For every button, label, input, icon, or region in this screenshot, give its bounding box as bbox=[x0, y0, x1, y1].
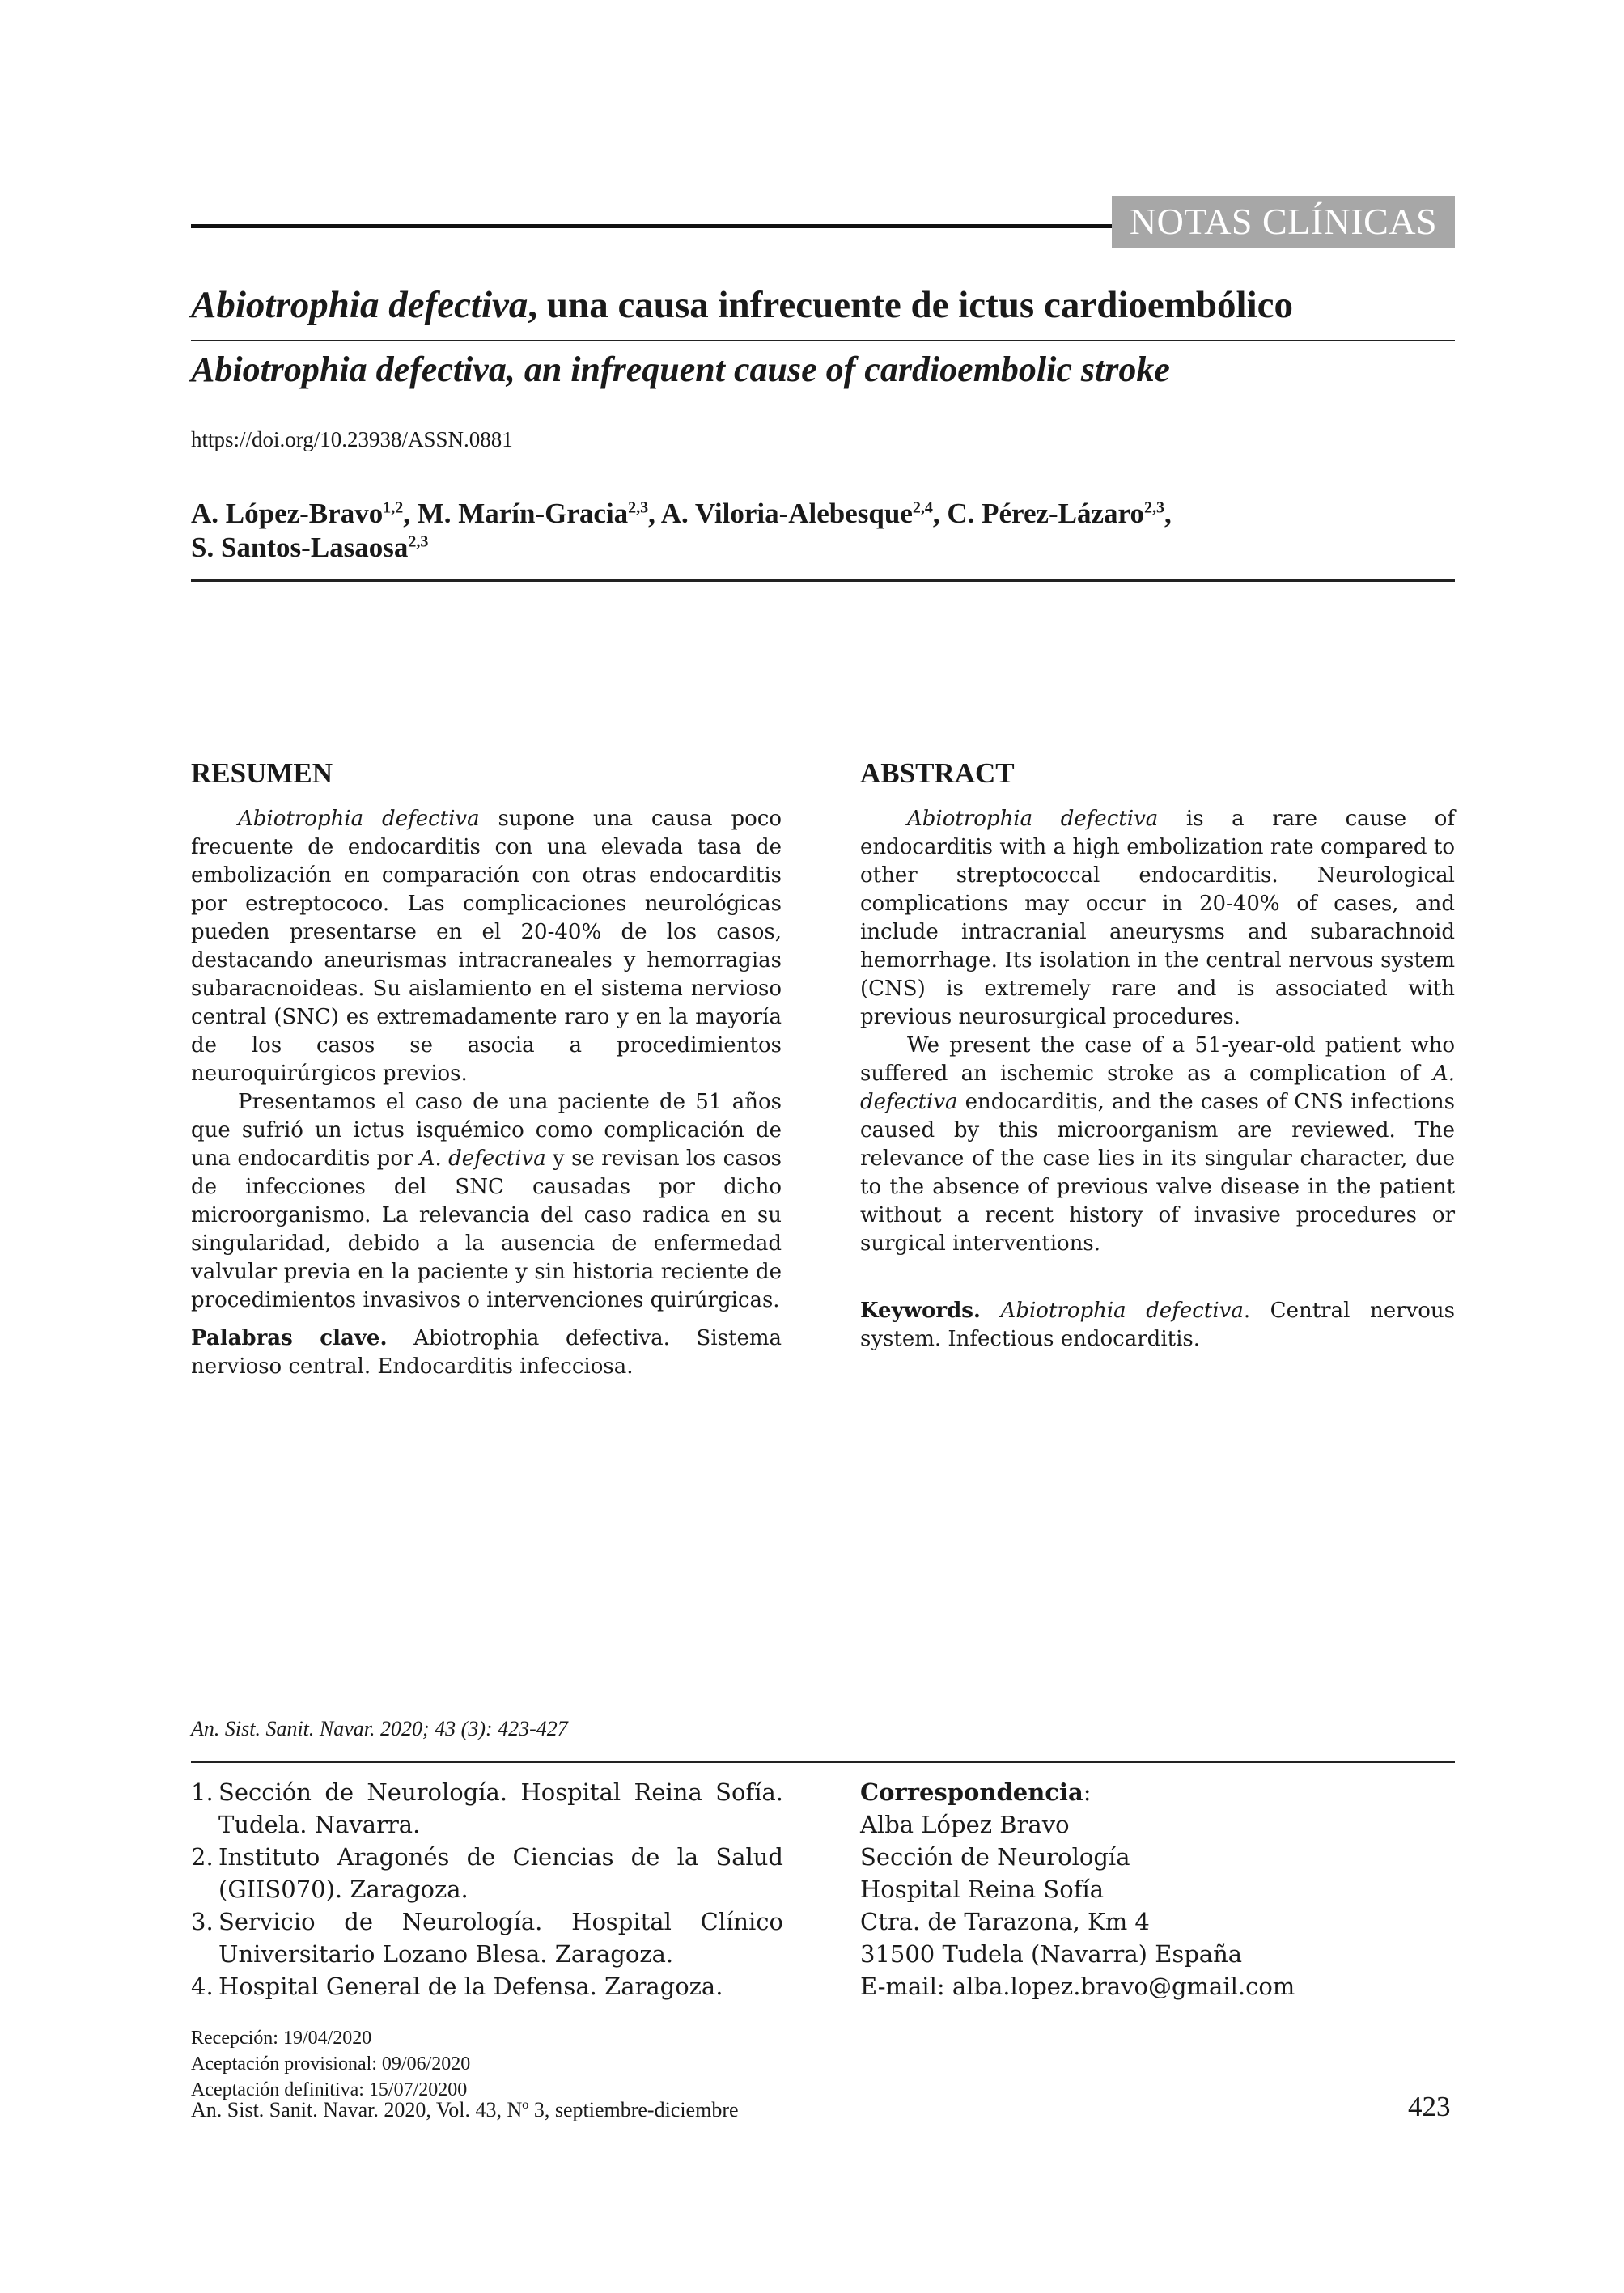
resumen-heading: RESUMEN bbox=[191, 757, 333, 789]
abstract-keywords: Keywords. Abiotrophia defectiva. Central nervous system. Infectious endocarditis. bbox=[860, 1299, 1455, 1351]
author-name: S. Santos-Lasaosa bbox=[191, 532, 409, 563]
date-received: Recepción: 19/04/2020 bbox=[191, 2028, 372, 2049]
submission-dates bbox=[191, 2025, 470, 2103]
author-name: C. Pérez-Lázaro bbox=[947, 498, 1144, 529]
title-spanish-rest: , una causa infrecuente de ictus cardioembólico bbox=[528, 284, 1294, 326]
page-footer-citation: An. Sist. Sanit. Navar. 2020, Vol. 43, Nº 3, septiembre-diciembre bbox=[191, 2098, 739, 2121]
date-provisional: Aceptación provisional: 09/06/2020 bbox=[191, 2054, 471, 2075]
author-affiliation: 1,2 bbox=[383, 498, 404, 517]
correspondence-email[interactable]: E-mail: alba.lopez.bravo@gmail.com bbox=[860, 1973, 1295, 2000]
affiliation-item: 3. Servicio de Neurología. Hospital Clínico Universitario Lozano Blesa. Zaragoza. bbox=[191, 1908, 783, 1968]
section-tag: NOTAS CLÍNICAS bbox=[1112, 196, 1455, 248]
title-spanish-species: Abiotrophia defectiva bbox=[191, 284, 528, 326]
author-affiliation: 2,3 bbox=[628, 498, 649, 517]
author-name: M. Marín-Gracia bbox=[417, 498, 629, 529]
title-rule bbox=[191, 340, 1455, 341]
author-affiliation: 2,3 bbox=[408, 532, 429, 551]
author-list: A. López-Bravo$^{1,2}$, M. Marín-Gracia$^{2,3}$, A. Viloria-Alebesque$^{2,4}$, C. Pérez-Lázaro$^{2,3}$, S. Santos-Lasaosa$^{2,3}$ bbox=[191, 498, 1172, 563]
correspondence-line: Sección de Neurología bbox=[860, 1843, 1130, 1871]
author-affiliation: 2,3 bbox=[1143, 498, 1164, 517]
resumen-keywords: Palabras clave. Abiotrophia defectiva. Sistema nervioso central. Endocarditis infecciosa. bbox=[191, 1326, 782, 1379]
correspondence-label: Correspondencia: bbox=[860, 1778, 1092, 1806]
section-rule bbox=[191, 224, 1113, 228]
resumen-paragraph: Presentamos el caso de una paciente de 51 años que sufrió un ictus isquémico como complicación de una endocarditis por A. defectiva y se revisan los casos de infecciones del SNC causadas por dicho microorganismo. La relevancia del caso radica en su singularidad, debido a la ausencia de enfermedad valvular previa en la paciente y sin historia reciente de procedimientos invasivos o intervenciones quirúrgicas. bbox=[191, 1090, 782, 1312]
page-number: 423 bbox=[1408, 2091, 1451, 2122]
authors-rule bbox=[191, 579, 1455, 582]
correspondence-line: 31500 Tudela (Navarra) España bbox=[860, 1940, 1243, 1968]
affiliation-list bbox=[191, 1776, 783, 2003]
author-name: A. Viloria-Alebesque bbox=[660, 498, 913, 529]
resumen-column bbox=[191, 759, 782, 1381]
date-final: Aceptación definitiva: 15/07/20200 bbox=[191, 2079, 468, 2100]
affiliation-item: 1. Sección de Neurología. Hospital Reina Sofía. Tudela. Navarra. bbox=[191, 1778, 783, 1838]
abstract-column bbox=[860, 759, 1455, 1354]
correspondence-line: Hospital Reina Sofía bbox=[860, 1876, 1104, 1903]
title-spanish bbox=[191, 282, 1293, 328]
correspondence-block bbox=[860, 1776, 1455, 2003]
doi-link[interactable]: https://doi.org/10.23938/ASSN.0881 bbox=[191, 427, 513, 451]
footer-rule bbox=[191, 1761, 1455, 1763]
title-english: Abiotrophia defectiva, an infrequent cause of cardioembolic stroke bbox=[191, 350, 1170, 389]
abstract-paragraph: We present the case of a 51-year-old patient who suffered an ischemic stroke as a complication of A. defectiva endocarditis, and the cases of CNS infections caused by this microorganism are reviewed. The relevance of the case lies in its singular character, due to the absence of previous valve disease in the patient without a recent history of invasive procedures or surgical interventions. bbox=[860, 1033, 1455, 1256]
author-affiliation: 2,4 bbox=[912, 498, 933, 517]
affiliation-item: 2. Instituto Aragonés de Ciencias de la Salud (GIIS070). Zaragoza. bbox=[191, 1843, 783, 1903]
correspondence-line: Alba López Bravo bbox=[860, 1811, 1070, 1838]
journal-reference: An. Sist. Sanit. Navar. 2020; 43 (3): 423-427 bbox=[191, 1717, 568, 1740]
resumen-paragraph: Abiotrophia defectiva supone una causa poco frecuente de endocarditis con una elevada tasa de embolización en comparación con otras endocarditis por estreptococo. Las complicaciones neurológicas pueden presentarse en el 20-40% de los casos, destacando aneurismas intracraneales y hemorragias subaracnoideas. Su aislamiento en el sistema nervioso central (SNC) es extremadamente raro y en la mayoría de los casos se asocia a procedimientos neuroquirúrgicos previos. bbox=[191, 807, 782, 1086]
affiliation-item: 4. Hospital General de la Defensa. Zaragoza. bbox=[191, 1973, 723, 2000]
abstract-paragraph: Abiotrophia defectiva is a rare cause of endocarditis with a high embolization rate compared to other streptococcal endocarditis. Neurological complications may occur in 20-40% of cases, and include intracranial aneurysms and subarachnoid hemorrhage. Its isolation in the central nervous system (CNS) is extremely rare and is associated with previous neurosurgical procedures. bbox=[860, 807, 1455, 1029]
author-name: A. López-Bravo bbox=[191, 498, 384, 529]
correspondence-line: Ctra. de Tarazona, Km 4 bbox=[860, 1908, 1150, 1935]
abstract-heading: ABSTRACT bbox=[860, 757, 1015, 789]
